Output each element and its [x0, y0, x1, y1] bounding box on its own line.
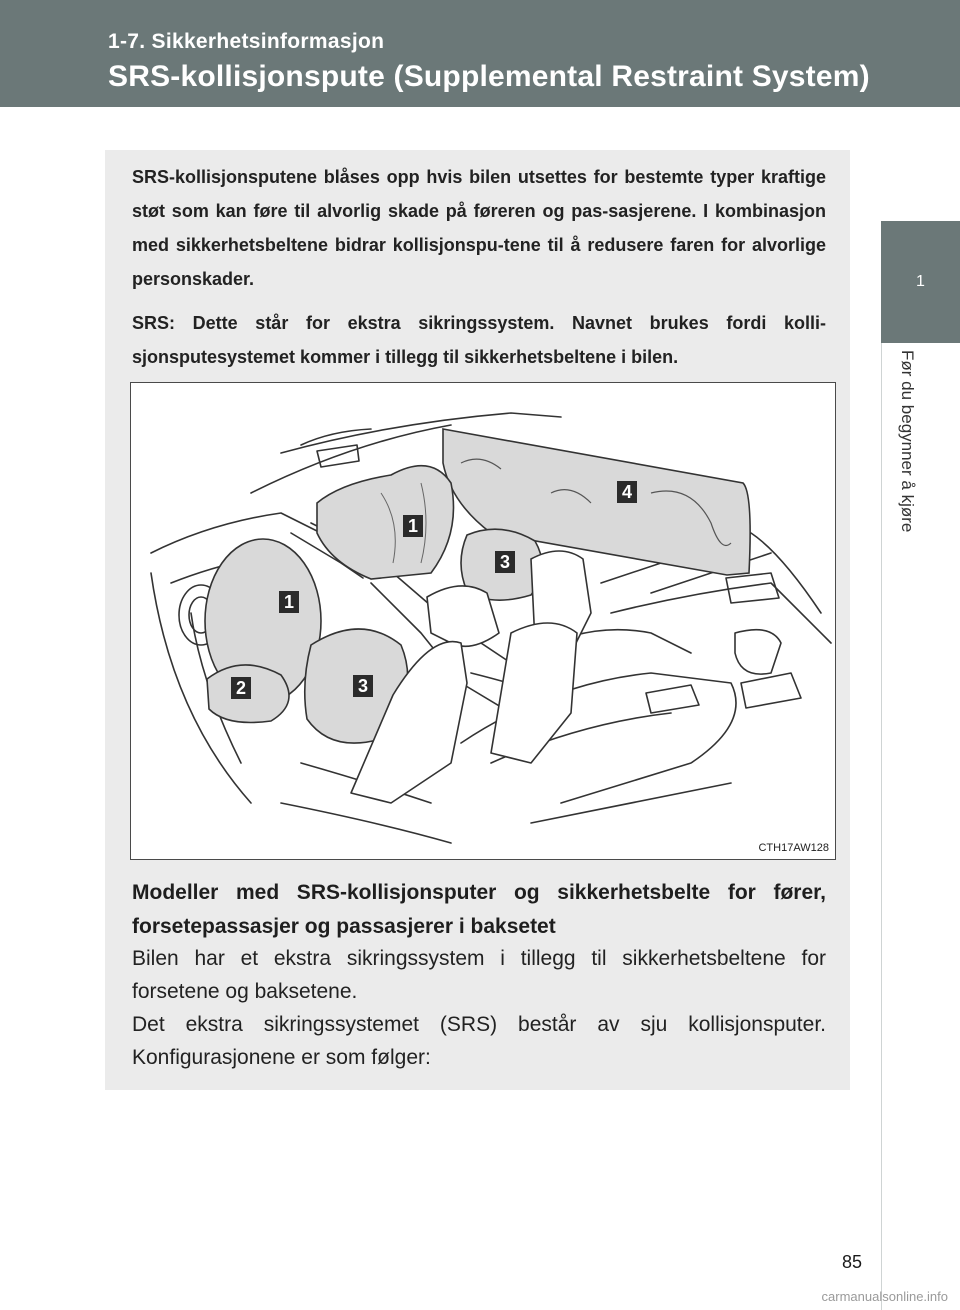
- intro-paragraph-2: SRS: Dette står for ekstra sikringssystem. Navnet brukes fordi kolli-sjonsputesystemet kommer i tillegg til sikkerhetsbeltene i bilen.: [132, 313, 826, 367]
- callout-1-driver-front: [279, 591, 299, 613]
- body-text: [132, 942, 826, 1074]
- body-paragraph-2: Det ekstra sikringssystemet (SRS) består av sju kollisjonsputer. Konfigurasjonene er som følger:: [132, 1013, 826, 1069]
- callout-3-passenger-side: [495, 551, 515, 573]
- callout-4-curtain: [617, 481, 637, 503]
- svg-text:3: 3: [500, 552, 511, 572]
- chapter-title: Før du begynner å kjøre: [898, 350, 917, 533]
- figure-code: CTH17AW128: [758, 842, 829, 854]
- intro-paragraph-1: SRS-kollisjonsputene blåses opp hvis bilen utsettes for bestemte typer kraftige støt som kan føre til alvorlig skade på føreren og pas-sasjerene. I kombinasjon med sikkerhetsbeltene bidrar kollisjonspu-tene til å redusere faren for alvorlige personskader.: [132, 167, 826, 289]
- svg-text:1: 1: [408, 516, 419, 536]
- callout-1-passenger-front: [403, 515, 423, 537]
- watermark: carmanualsonline.info: [821, 1289, 948, 1304]
- chapter-number: 1: [916, 273, 925, 290]
- subheading: Modeller med SRS-kollisjonsputer og sikkerhetsbelte for fører, forsetepassasjer og passasjerer i baksetet: [132, 881, 826, 938]
- svg-text:2: 2: [236, 678, 247, 698]
- svg-text:4: 4: [622, 482, 633, 502]
- section-label: 1-7. Sikkerhetsinformasjon: [108, 30, 385, 53]
- intro-text: [132, 160, 826, 384]
- svg-text:1: 1: [284, 592, 295, 612]
- airbag-illustration: [130, 382, 836, 860]
- page-title: SRS-kollisjonspute (Supplemental Restraint System): [108, 60, 870, 93]
- chapter-tab[interactable]: [881, 221, 960, 343]
- car-interior-drawing: [131, 383, 836, 860]
- callout-3-driver-side: [353, 675, 373, 697]
- chapter-tab-body: [881, 343, 960, 1310]
- page-number: 85: [842, 1252, 863, 1272]
- svg-text:3: 3: [358, 676, 369, 696]
- body-paragraph-1: Bilen har et ekstra sikringssystem i tillegg til sikkerhetsbeltene for forsetene og baksetene.: [132, 947, 826, 1003]
- callout-2-knee: [231, 677, 251, 699]
- page-header: [0, 0, 960, 107]
